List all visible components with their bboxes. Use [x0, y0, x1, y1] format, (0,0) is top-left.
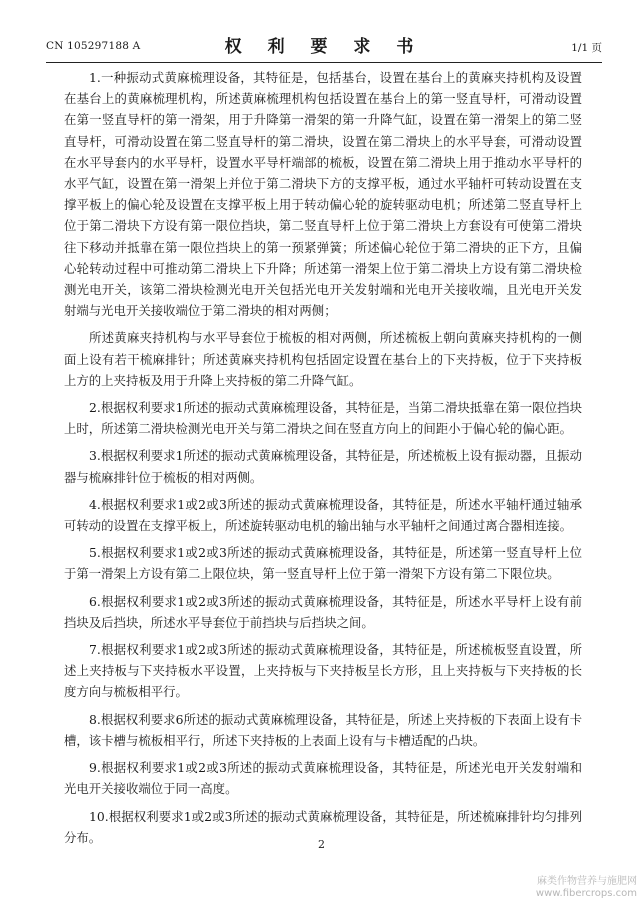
claim-4: 4.根据权利要求1或2或3所述的振动式黄麻梳理设备，其特征是，所述水平轴杆通过轴承可转动的设置在支撑平板上，所述旋转驱动电机的输出轴与水平轴杆之间通过离合器相连接。	[64, 496, 582, 534]
claim-1-paragraph-2: 所述黄麻夹持机构与水平导套位于梳板的相对两侧，所述梳板上朝向黄麻夹持机构的一侧面上设有若干梳麻排针；所述黄麻夹持机构包括固定设置在基台上的下夹持板，位于下夹持板上方的上夹持板及用于升降上夹持板的第二升降气缸。	[64, 330, 582, 388]
site-watermark	[536, 876, 637, 900]
claim-6: 6.根据权利要求1或2或3所述的振动式黄麻梳理设备，其特征是，所述水平导杆上设有前挡块及后挡块，所述水平导套位于前挡块与后挡块之间。	[64, 593, 582, 630]
claim-8: 8.根据权利要求6所述的振动式黄麻梳理设备，其特征是，所述上夹持板的下表面上设有卡槽，该卡槽与梳板相平行，所述下夹持板的上表面上设有与卡槽适配的凸块。	[64, 711, 582, 748]
page-header	[46, 30, 602, 63]
publication-number: CN 105297188 A	[46, 40, 141, 52]
claim-5: 5.根据权利要求1或2或3所述的振动式黄麻梳理设备，其特征是，所述第一竖直导杆上位于第一滑架上方设有第二上限位块，第一竖直导杆上位于第一滑架下方设有第二下限位块。	[64, 545, 582, 582]
claim-3: 3.根据权利要求1所述的振动式黄麻梳理设备，其特征是，所述梳板上设有振动器，且振动器与梳麻排针位于梳板的相对两侧。	[64, 448, 582, 485]
claim-9: 9.根据权利要求1或2或3所述的振动式黄麻梳理设备，其特征是，所述光电开关发射端和光电开关接收端位于同一高度。	[64, 760, 582, 797]
claim-1-paragraph-1: 1.一种振动式黄麻梳理设备，其特征是，包括基台，设置在基台上的黄麻夹持机构及设置在基台上的黄麻梳理机构，所述黄麻梳理机构包括设置在基台上的第一竖直导杆，可滑动设置在第一竖直导杆的第一滑架，用于升降第一滑架的第一升降气缸，设置在第一滑架上的第二竖直导杆，可滑动设置在第二竖直导杆的第二滑块，设置在第二滑块上的水平导套，可滑动设置在水平导套内的水平导杆，设置水平导杆端部的梳板，设置在第二滑块上用于推动水平导杆的水平气缸，设置在第一滑架上并位于第二滑块下方的支撑平板，通过水平轴杆可转动设置在支撑平板上的偏心轮及设置在支撑平板上用于转动偏心轮的旋转驱动电机；所述第二竖直导杆上位于第二滑块下方设有第一限位挡块，第二竖直导杆上位于第二滑块上方套设有可使第二滑块往下移动并抵靠在第一限位挡块上的第一预紧弹簧；所述偏心轮位于第二滑块的正下方，且偏心轮转动过程中可推动第二滑块上下升降；所述第一滑架上位于第二滑块上方设有第二滑块检测光电开关，该第二滑块检测光电开关包括光电开关发射端和光电开关接收端，且光电开关发射端与光电开关接收端位于第二滑块的相对两侧；	[64, 70, 582, 319]
page-indicator: 1/1 页	[571, 42, 602, 54]
watermark-site-url: www.fibercrops.com	[535, 888, 637, 899]
claim-10: 10.根据权利要求1或2或3所述的振动式黄麻梳理设备，其特征是，所述梳麻排针均匀排列分布。	[64, 808, 582, 845]
claims-body	[64, 67, 582, 848]
page-title: 权 利 要 求 书	[224, 37, 424, 57]
claim-2: 2.根据权利要求1所述的振动式黄麻梳理设备，其特征是，当第二滑块抵靠在第一限位挡块上时，所述第二滑块检测光电开关与第二滑块之间在竖直方向上的间距小于偏心轮的偏心距。	[64, 400, 582, 437]
claim-7: 7.根据权利要求1或2或3所述的振动式黄麻梳理设备，其特征是，所述梳板竖直设置，所述上夹持板与下夹持板水平设置，上夹持板与下夹持板呈长方形，且上夹持板与下夹持板的长度方向与梳板相平行。	[64, 642, 582, 700]
page-number: 2	[318, 838, 325, 851]
watermark-site-name: 麻类作物营养与施肥网	[537, 876, 637, 887]
